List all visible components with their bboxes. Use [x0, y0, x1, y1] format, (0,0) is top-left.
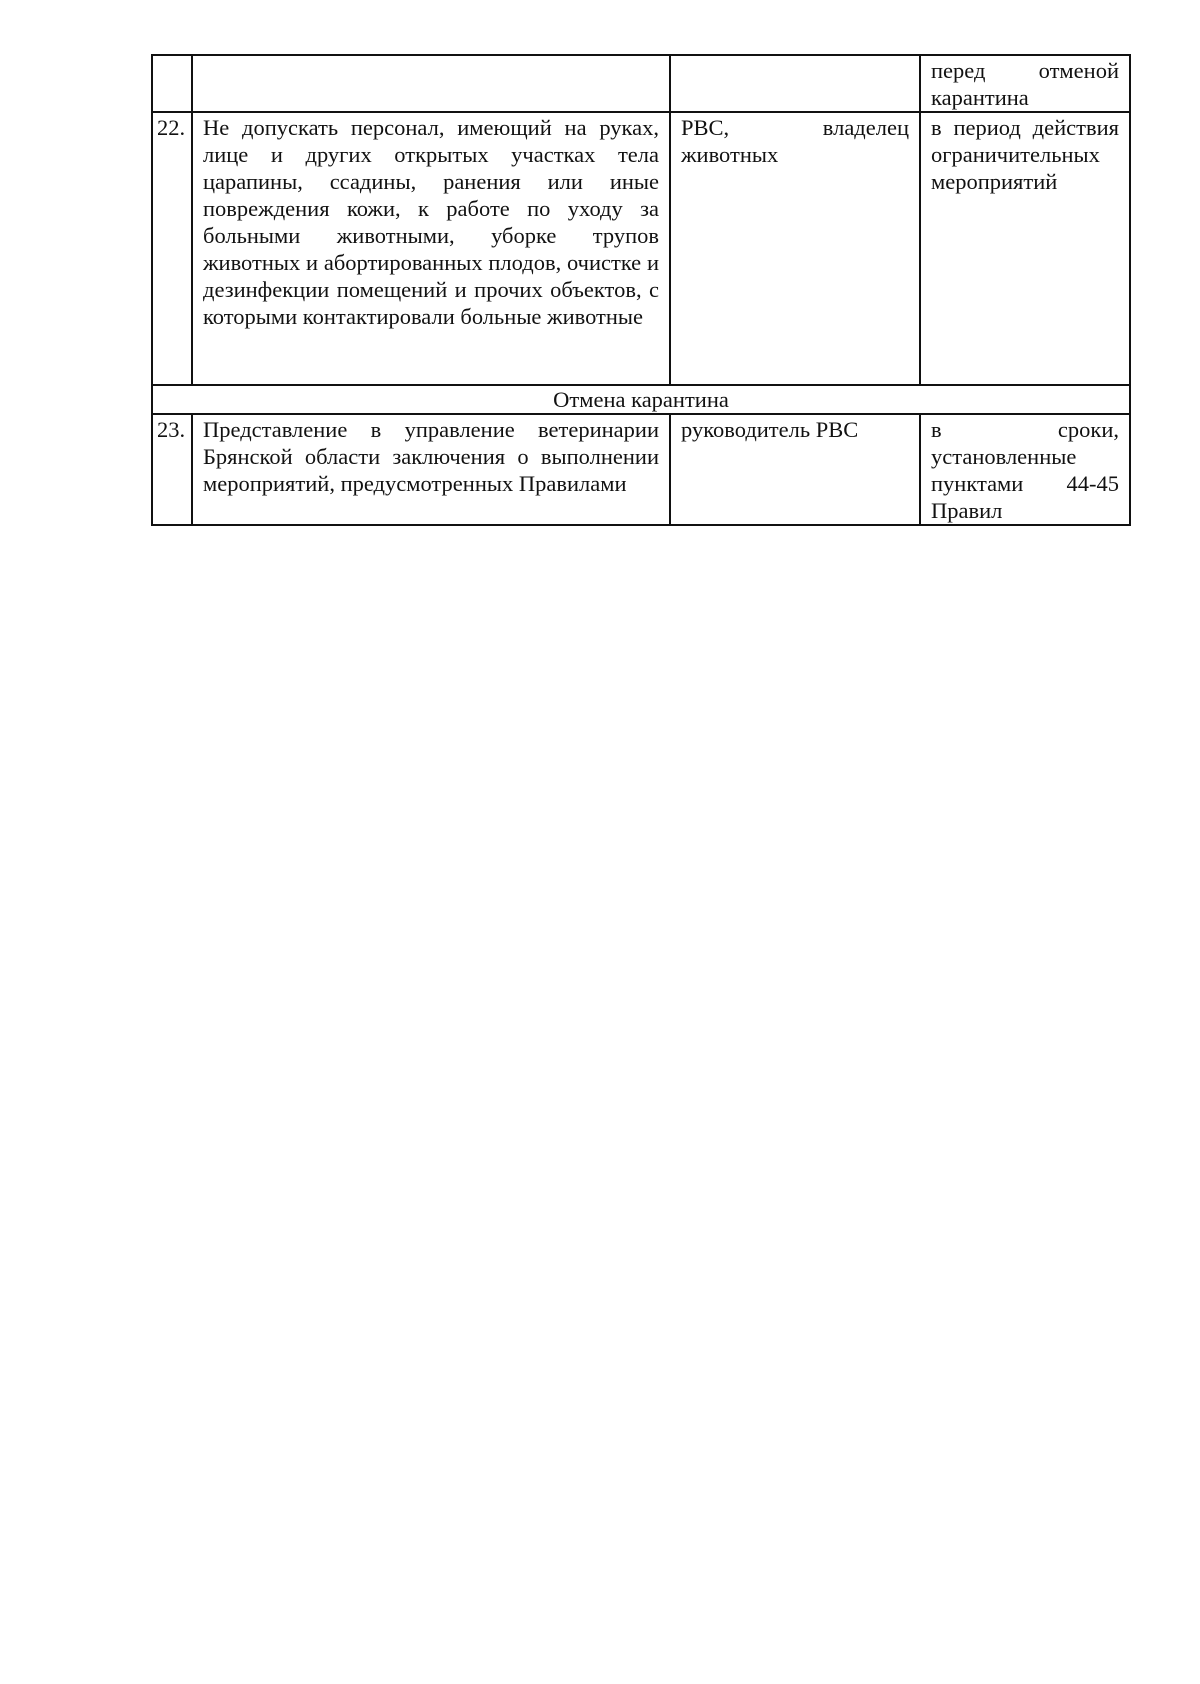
row-number: 23.	[152, 414, 192, 525]
responsible-cell: РВС, владелец животных	[670, 112, 920, 385]
table-row	[152, 55, 1130, 112]
section-title: Отмена карантина	[152, 385, 1130, 414]
action-cell	[192, 55, 670, 112]
table-row	[152, 414, 1130, 525]
table-row	[152, 112, 1130, 385]
measures-table	[151, 54, 1131, 526]
responsible-cell: руководитель РВС	[670, 414, 920, 525]
section-row	[152, 385, 1130, 414]
row-number: 22.	[152, 112, 192, 385]
action-cell: Представление в управление ветеринарии Брянской области заключения о выполнении мероприятий, предусмотренных Правилами	[192, 414, 670, 525]
row-number	[152, 55, 192, 112]
deadline-cell: в сроки, установленные пунктами 44-45 Правил	[920, 414, 1130, 525]
responsible-cell	[670, 55, 920, 112]
deadline-cell: перед отменой карантина	[920, 55, 1130, 112]
action-cell: Не допускать персонал, имеющий на руках, лице и других открытых участках тела царапины, ссадины, ранения или иные повреждения кожи, к работе по уходу за больными животными, уборке трупов животных и абортированных плодов, очистке и дезинфекции помещений и прочих объектов, с которыми контактировали больные животные	[192, 112, 670, 385]
deadline-cell: в период действия ограничительных мероприятий	[920, 112, 1130, 385]
